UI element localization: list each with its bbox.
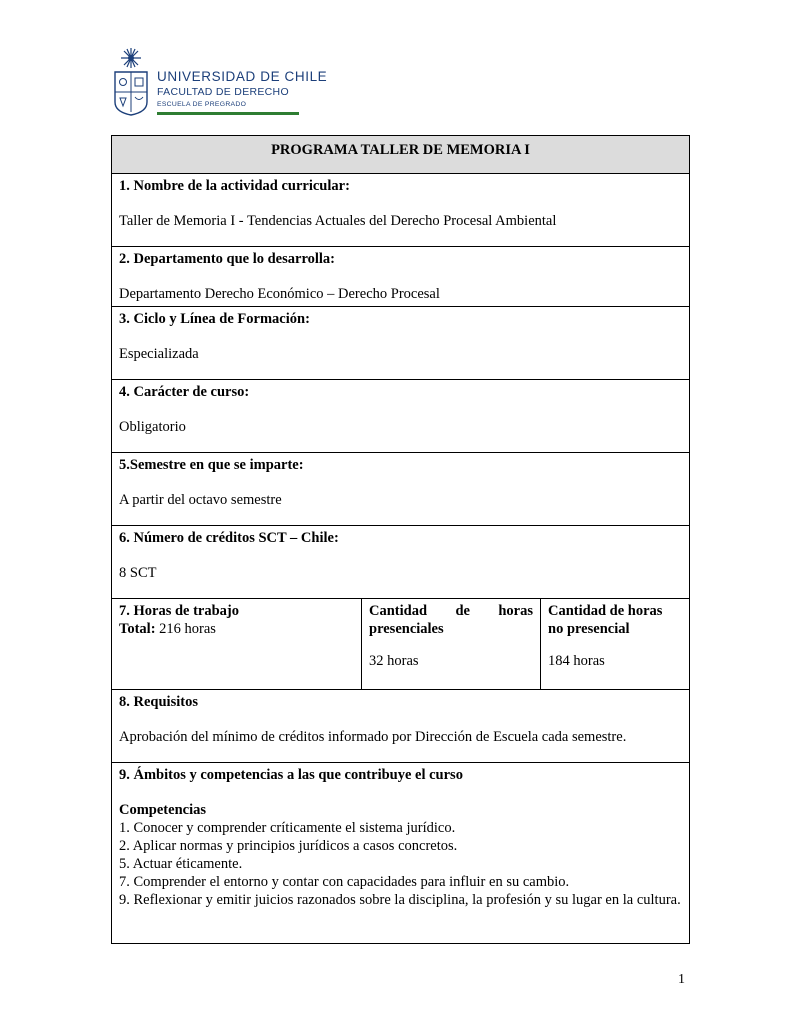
section-competencies [112, 763, 690, 944]
section-activity-name [112, 174, 690, 247]
list-item: 1. Conocer y comprender críticamente el sistema jurídico. [119, 820, 456, 836]
no-presencial-heading-line2: no presencial [548, 621, 630, 637]
section-label: 2. Departamento que lo desarrolla: [119, 251, 335, 267]
no-presencial-value: 184 horas [548, 653, 605, 669]
competencias-label: Competencias [119, 802, 206, 818]
section-label: 9. Ámbitos y competencias a las que contribuye el curso [119, 767, 463, 783]
page-number: 1 [678, 972, 685, 987]
list-item: 9. Reflexionar y emitir juicios razonados sobre la disciplina, la profesión y su lugar en la cultura. [119, 892, 681, 908]
presencial-value: 32 horas [369, 653, 419, 669]
section-label: 8. Requisitos [119, 694, 198, 710]
section-label: 3. Ciclo y Línea de Formación: [119, 311, 310, 327]
section-value: Departamento Derecho Económico – Derecho Procesal [119, 286, 440, 302]
total-value: 216 horas [159, 621, 216, 637]
section-course-type [112, 380, 690, 453]
section-credits [112, 526, 690, 599]
university-name: UNIVERSIDAD DE CHILE [157, 69, 328, 84]
no-presencial-heading: Cantidad de horas [548, 603, 663, 619]
section-value: Especializada [119, 346, 199, 362]
presencial-heading [369, 602, 533, 620]
faculty-name: FACULTAD DE DERECHO [157, 86, 289, 98]
section-department [112, 247, 690, 307]
header-accent-bar [157, 112, 299, 115]
presencial-heading-line2: presenciales [369, 621, 444, 637]
list-item: 2. Aplicar normas y principios jurídicos a casos concretos. [119, 838, 458, 854]
section-semester [112, 453, 690, 526]
section-cycle [112, 307, 690, 380]
list-item: 7. Comprender el entorno y contar con capacidades para influir en su cambio. [119, 874, 570, 890]
section-label: 1. Nombre de la actividad curricular: [119, 178, 350, 194]
presencial-hours-cell [362, 599, 541, 690]
section-value: Obligatorio [119, 419, 186, 435]
section-value: A partir del octavo semestre [119, 492, 282, 508]
presencial-word: Cantidad [369, 603, 428, 619]
section-label: 6. Número de créditos SCT – Chile: [119, 530, 339, 546]
school-name: ESCUELA DE PREGRADO [157, 101, 247, 108]
section-value: Aprobación del mínimo de créditos informado por Dirección de Escuela cada semestre. [119, 729, 627, 745]
section-label: 4. Carácter de curso: [119, 384, 250, 400]
university-logo [111, 46, 328, 118]
program-table [111, 135, 690, 944]
section-label: 7. Horas de trabajo [119, 603, 240, 619]
total-hours [119, 620, 354, 638]
section-value: 8 SCT [119, 565, 157, 581]
table-title-row [112, 136, 690, 174]
section-work-hours [112, 599, 690, 690]
section-requirements [112, 690, 690, 763]
presencial-word: de [455, 603, 470, 619]
university-crest-icon [111, 46, 151, 116]
total-label: Total: [119, 621, 156, 637]
list-item: 5. Actuar éticamente. [119, 856, 243, 872]
section-label: 5.Semestre en que se imparte: [119, 457, 304, 473]
presencial-word: horas [498, 603, 533, 619]
section-value: Taller de Memoria I - Tendencias Actuales del Derecho Procesal Ambiental [119, 213, 557, 229]
table-title: PROGRAMA TALLER DE MEMORIA I [112, 136, 690, 174]
no-presencial-hours-cell [541, 599, 690, 690]
